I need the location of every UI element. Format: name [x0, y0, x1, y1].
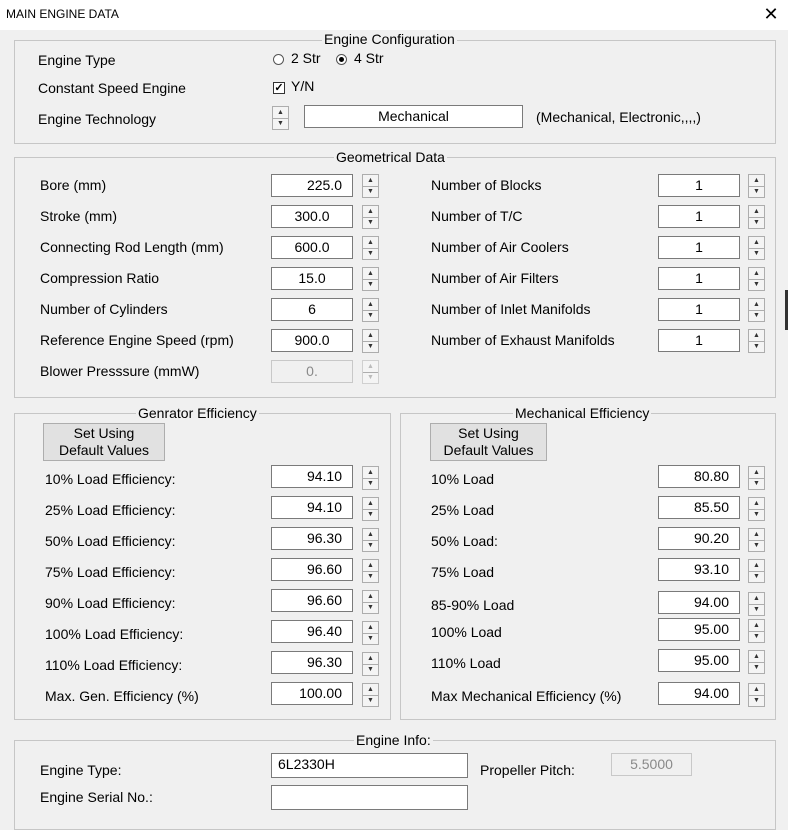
- spin-up-icon[interactable]: ▲: [363, 622, 378, 634]
- engine-serial-field[interactable]: [271, 785, 468, 810]
- number-of-air-filters-field[interactable]: 1: [658, 267, 740, 290]
- mech-85-90-load-label: 85-90% Load: [431, 597, 515, 613]
- number-of-blocks-field[interactable]: 1: [658, 174, 740, 197]
- radio-4-stroke[interactable]: [336, 54, 347, 65]
- gen-100-load-efficiency-label: 100% Load Efficiency:: [45, 626, 184, 642]
- number-of-inlet-manifolds-label: Number of Inlet Manifolds: [431, 301, 591, 317]
- number-of-t-c-label: Number of T/C: [431, 208, 523, 224]
- bore-mm-spinner[interactable]: [362, 174, 379, 198]
- radio-4-stroke-label[interactable]: 4 Str: [354, 50, 384, 66]
- mech-10-load-label: 10% Load: [431, 471, 495, 487]
- spin-down-icon[interactable]: ▼: [367, 188, 374, 195]
- spin-down-icon[interactable]: ▼: [367, 697, 374, 704]
- engine-technology-spinner[interactable]: ▲ ▼: [272, 106, 289, 130]
- number-of-t-c-spinner[interactable]: [748, 205, 765, 229]
- number-of-cylinders-label: Number of Cylinders: [40, 301, 168, 317]
- spin-up-icon[interactable]: ▲: [363, 330, 378, 342]
- gen-75-load-efficiency-label: 75% Load Efficiency:: [45, 564, 176, 580]
- number-of-inlet-manifolds-field[interactable]: 1: [658, 298, 740, 321]
- constant-speed-checkbox[interactable]: ✓: [274, 82, 284, 94]
- spin-down-icon[interactable]: ▼: [367, 511, 374, 518]
- spin-up-icon[interactable]: ▲: [363, 684, 378, 696]
- number-of-air-coolers-field[interactable]: 1: [658, 236, 740, 259]
- spin-up-icon[interactable]: ▲: [363, 299, 378, 311]
- bore-mm-label: Bore (mm): [40, 177, 107, 193]
- spin-up-icon[interactable]: ▲: [749, 175, 764, 187]
- spin-up-icon[interactable]: ▲: [363, 498, 378, 510]
- engine-type-label: Engine Type: [38, 52, 116, 68]
- gen-10-load-efficiency-label: 10% Load Efficiency:: [45, 471, 176, 487]
- radio-2-stroke-label[interactable]: 2 Str: [291, 50, 321, 66]
- stroke-mm-spinner[interactable]: [362, 205, 379, 229]
- engine-technology-hint: (Mechanical, Electronic,,,,): [536, 109, 701, 125]
- spin-up-icon[interactable]: ▲: [749, 560, 764, 572]
- spin-down-icon[interactable]: ▼: [753, 343, 760, 350]
- info-engine-type-label: Engine Type:: [40, 762, 122, 778]
- number-of-air-coolers-label: Number of Air Coolers: [431, 239, 569, 255]
- number-of-cylinders-field[interactable]: 6: [271, 298, 353, 321]
- spin-down-icon[interactable]: ▼: [753, 697, 760, 704]
- mechanical-set-defaults-button[interactable]: [430, 423, 547, 461]
- mech-85-90-load-field[interactable]: 94.00: [658, 591, 740, 614]
- spin-down-icon: ▼: [367, 374, 374, 381]
- mech-25-load-field[interactable]: 85.50: [658, 496, 740, 519]
- mech-75-load-label: 75% Load: [431, 564, 495, 580]
- generator-set-defaults-line1: Set Using: [73, 425, 135, 441]
- spin-down-icon[interactable]: ▼: [753, 312, 760, 319]
- mechanical-efficiency-legend: Mechanical Efficiency: [515, 405, 650, 421]
- spin-down-icon[interactable]: ▼: [753, 511, 760, 518]
- mech-75-load-field[interactable]: 93.10: [658, 558, 740, 581]
- connecting-rod-length-mm-label: Connecting Rod Length (mm): [40, 239, 224, 255]
- propeller-pitch-field: 5.5000: [611, 753, 692, 776]
- number-of-inlet-manifolds-spinner[interactable]: [748, 298, 765, 322]
- constant-speed-checkbox-label[interactable]: Y/N: [291, 78, 315, 94]
- reference-engine-speed-rpm-label: Reference Engine Speed (rpm): [40, 332, 234, 348]
- mech-10-load-spinner[interactable]: [748, 466, 765, 490]
- mech-25-load-spinner[interactable]: [748, 497, 765, 521]
- spin-up-icon[interactable]: ▲: [749, 498, 764, 510]
- mech-100-load-field[interactable]: 95.00: [658, 618, 740, 641]
- number-of-exhaust-manifolds-label: Number of Exhaust Manifolds: [431, 332, 615, 348]
- compression-ratio-spinner[interactable]: [362, 267, 379, 291]
- spin-up-icon[interactable]: ▲: [749, 529, 764, 541]
- spin-down-icon[interactable]: ▼: [367, 635, 374, 642]
- mech-max-mechanical-efficiency-field[interactable]: 94.00: [658, 682, 740, 705]
- info-engine-type-field[interactable]: 6L2330H: [271, 753, 468, 778]
- window-title: MAIN ENGINE DATA: [6, 7, 119, 21]
- number-of-air-filters-spinner[interactable]: [748, 267, 765, 291]
- spin-up-icon[interactable]: ▲: [749, 467, 764, 479]
- constant-speed-label: Constant Speed Engine: [38, 80, 186, 96]
- blower-presssure-mmw-spinner: [362, 360, 379, 384]
- gen-100-load-efficiency-field[interactable]: 96.40: [271, 620, 353, 643]
- spin-up-icon[interactable]: ▲: [363, 237, 378, 249]
- spin-up-icon: ▲: [363, 361, 378, 373]
- spin-down-icon[interactable]: ▼: [367, 666, 374, 673]
- spin-up-icon[interactable]: ▲: [749, 330, 764, 342]
- spin-up-icon[interactable]: ▲: [749, 620, 764, 632]
- spin-down-icon[interactable]: ▼: [753, 542, 760, 549]
- number-of-t-c-field[interactable]: 1: [658, 205, 740, 228]
- gen-50-load-efficiency-label: 50% Load Efficiency:: [45, 533, 176, 549]
- spin-up-icon[interactable]: ▲: [363, 529, 378, 541]
- blower-presssure-mmw-field: 0.: [271, 360, 353, 383]
- gen-110-load-efficiency-field[interactable]: 96.30: [271, 651, 353, 674]
- gen-90-load-efficiency-field[interactable]: 96.60: [271, 589, 353, 612]
- spin-down-icon[interactable]: ▼: [367, 542, 374, 549]
- spin-down-icon[interactable]: ▼: [753, 606, 760, 613]
- spin-down-icon[interactable]: ▼: [753, 281, 760, 288]
- generator-efficiency-legend: Genrator Efficiency: [138, 405, 257, 421]
- gen-90-load-efficiency-label: 90% Load Efficiency:: [45, 595, 176, 611]
- gen-90-load-efficiency-spinner[interactable]: [362, 590, 379, 614]
- spin-down-icon[interactable]: ▼: [753, 219, 760, 226]
- gen-max-gen-efficiency-spinner[interactable]: [362, 683, 379, 707]
- gen-25-load-efficiency-label: 25% Load Efficiency:: [45, 502, 176, 518]
- spin-down-icon[interactable]: ▼: [367, 312, 374, 319]
- spin-up-icon[interactable]: ▲: [363, 268, 378, 280]
- gen-25-load-efficiency-field[interactable]: 94.10: [271, 496, 353, 519]
- spin-up-icon[interactable]: ▲: [749, 237, 764, 249]
- engine-technology-label: Engine Technology: [38, 111, 157, 127]
- number-of-blocks-label: Number of Blocks: [431, 177, 542, 193]
- mech-50-load-label: 50% Load:: [431, 533, 498, 549]
- compression-ratio-field[interactable]: 15.0: [271, 267, 353, 290]
- spin-up-icon[interactable]: ▲: [363, 206, 378, 218]
- radio-2-stroke[interactable]: [273, 54, 284, 65]
- engine-configuration-legend: Engine Configuration: [324, 31, 455, 47]
- number-of-exhaust-manifolds-spinner[interactable]: [748, 329, 765, 353]
- blower-presssure-mmw-label: Blower Presssure (mmW): [40, 363, 200, 379]
- gen-75-load-efficiency-spinner[interactable]: [362, 559, 379, 583]
- spin-up-icon[interactable]: ▲: [363, 467, 378, 479]
- spin-down-icon[interactable]: ▼: [367, 219, 374, 226]
- spin-down-icon[interactable]: ▼: [753, 188, 760, 195]
- number-of-air-coolers-spinner[interactable]: [748, 236, 765, 260]
- mech-100-load-label: 100% Load: [431, 624, 502, 640]
- gen-75-load-efficiency-field[interactable]: 96.60: [271, 558, 353, 581]
- spin-down-icon[interactable]: ▼: [367, 573, 374, 580]
- spin-down-icon[interactable]: ▼: [367, 480, 374, 487]
- stroke-mm-label: Stroke (mm): [40, 208, 117, 224]
- mechanical-set-defaults-line2: Default Values: [443, 442, 534, 458]
- geometrical-data-legend: Geometrical Data: [336, 149, 445, 165]
- mech-50-load-field[interactable]: 90.20: [658, 527, 740, 550]
- stroke-mm-field[interactable]: 300.0: [271, 205, 353, 228]
- gen-100-load-efficiency-spinner[interactable]: [362, 621, 379, 645]
- compression-ratio-label: Compression Ratio: [40, 270, 160, 286]
- spin-up-icon[interactable]: ▲: [749, 684, 764, 696]
- engine-info-legend: Engine Info:: [356, 732, 431, 748]
- connecting-rod-length-mm-spinner[interactable]: [362, 236, 379, 260]
- spin-down-icon[interactable]: ▼: [367, 250, 374, 257]
- mechanical-set-defaults-line1: Set Using: [458, 425, 519, 441]
- gen-max-gen-efficiency-label: Max. Gen. Efficiency (%): [45, 688, 199, 704]
- mech-110-load-label: 110% Load: [431, 655, 501, 671]
- spin-down-icon[interactable]: ▼: [367, 343, 374, 350]
- spin-up-icon[interactable]: ▲: [749, 651, 764, 663]
- gen-25-load-efficiency-spinner[interactable]: [362, 497, 379, 521]
- engine-technology-field[interactable]: Mechanical: [304, 105, 523, 128]
- generator-set-defaults-line2: Default Values: [58, 442, 149, 458]
- spin-up-icon[interactable]: ▲: [363, 560, 378, 572]
- spin-down-icon[interactable]: ▼: [753, 480, 760, 487]
- mech-100-load-spinner[interactable]: [748, 619, 765, 643]
- spin-down-icon[interactable]: ▼: [753, 633, 760, 640]
- mech-110-load-field[interactable]: 95.00: [658, 649, 740, 672]
- gen-110-load-efficiency-label: 110% Load Efficiency:: [45, 657, 183, 673]
- mech-10-load-field[interactable]: 80.80: [658, 465, 740, 488]
- spin-up-icon[interactable]: ▲: [749, 268, 764, 280]
- close-icon[interactable]: ✕: [763, 4, 779, 24]
- gen-10-load-efficiency-spinner[interactable]: [362, 466, 379, 490]
- spin-down-icon[interactable]: ▼: [367, 281, 374, 288]
- connecting-rod-length-mm-field[interactable]: 600.0: [271, 236, 353, 259]
- mech-110-load-spinner[interactable]: [748, 650, 765, 674]
- gen-110-load-efficiency-spinner[interactable]: [362, 652, 379, 676]
- spin-down-icon[interactable]: ▼: [753, 250, 760, 257]
- mech-max-mechanical-efficiency-label: Max Mechanical Efficiency (%): [431, 688, 622, 704]
- spin-down-icon[interactable]: ▼: [753, 664, 760, 671]
- gen-50-load-efficiency-field[interactable]: 96.30: [271, 527, 353, 550]
- reference-engine-speed-rpm-spinner[interactable]: [362, 329, 379, 353]
- propeller-pitch-label: Propeller Pitch:: [480, 762, 575, 778]
- number-of-air-filters-label: Number of Air Filters: [431, 270, 559, 286]
- spin-up-icon[interactable]: ▲: [363, 175, 378, 187]
- spin-down-icon[interactable]: ▼: [753, 573, 760, 580]
- spin-up-icon[interactable]: ▲: [749, 593, 764, 605]
- spin-up-icon[interactable]: ▲: [363, 591, 378, 603]
- bore-mm-field[interactable]: 225.0: [271, 174, 353, 197]
- gen-10-load-efficiency-field[interactable]: 94.10: [271, 465, 353, 488]
- number-of-cylinders-spinner[interactable]: [362, 298, 379, 322]
- mech-85-90-load-spinner[interactable]: [748, 592, 765, 616]
- reference-engine-speed-rpm-field[interactable]: 900.0: [271, 329, 353, 352]
- spin-down-icon[interactable]: ▼: [367, 604, 374, 611]
- number-of-exhaust-manifolds-field[interactable]: 1: [658, 329, 740, 352]
- gen-50-load-efficiency-spinner[interactable]: [362, 528, 379, 552]
- mech-25-load-label: 25% Load: [431, 502, 495, 518]
- number-of-blocks-spinner[interactable]: [748, 174, 765, 198]
- spin-up-icon[interactable]: ▲: [749, 299, 764, 311]
- spin-up-icon[interactable]: ▲: [363, 653, 378, 665]
- spin-up-icon[interactable]: ▲: [749, 206, 764, 218]
- mech-75-load-spinner[interactable]: [748, 559, 765, 583]
- generator-set-defaults-button[interactable]: [43, 423, 165, 461]
- mech-max-mechanical-efficiency-spinner[interactable]: [748, 683, 765, 707]
- gen-max-gen-efficiency-field[interactable]: 100.00: [271, 682, 353, 705]
- engine-serial-label: Engine Serial No.:: [40, 789, 153, 805]
- mech-50-load-spinner[interactable]: [748, 528, 765, 552]
